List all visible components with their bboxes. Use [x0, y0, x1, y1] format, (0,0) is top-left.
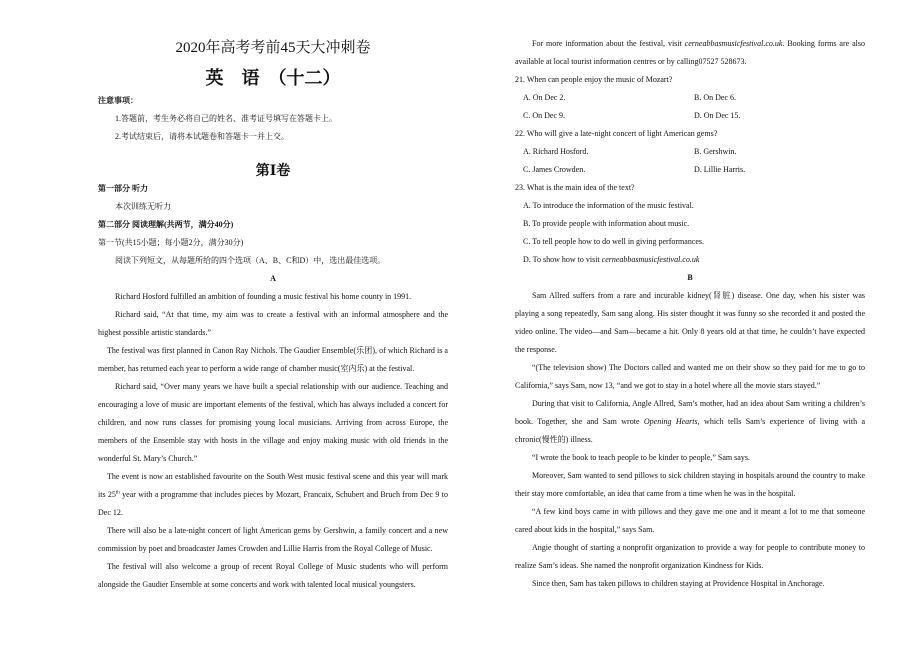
paragraph: There will also be a late-night concert of light American gems by Gershwin, a family concert and a new commission by poet and broadcaster James Crowden and Lillie Harris from the Royal College of Music. [98, 526, 448, 553]
paragraph: “A few kind boys came in with pillows and they gave me one and it meant a lot to me that someone cared about kids in the hospital,” says Sam. [515, 507, 865, 534]
passage-a-column [98, 180, 448, 594]
paragraph: The festival will also welcome a group of recent Royal College of Music students who will perform alongside the Gaudier Ensemble at some concerts and work with talented local musical youngsters. [98, 562, 448, 589]
section1-title: 第一节(共15小题；每小题2分，满分30分) [98, 238, 244, 247]
notice-label: 注意事项： [98, 96, 138, 105]
paragraph: Since then, Sam has taken pillows to children staying at Providence Hospital in Anchorage. [532, 579, 825, 588]
paragraph: Richard said, “At that time, my aim was to create a festival with an informal atmosphere and the highest possible artistic standards.” [98, 310, 448, 337]
volume-heading: 第Ⅰ卷 [255, 164, 291, 179]
paragraph: “(The television show) The Doctors called and wanted me on their show so they paid for me to go to California,” says Sam, now 13, “and we got to stay in a hotel where all the movie stars stayed.” [515, 363, 865, 390]
book-title: Opening Hearts [643, 417, 698, 426]
option-row [515, 143, 865, 161]
option: B. On Dec 6. [694, 93, 736, 102]
paragraph: The festival was first planned in Canon Ray Nichols. The Gaudier Ensemble(乐团), of which Richard is a member, has returned each year to perform a wide range of chamber music(室内乐) at the festival. [98, 346, 448, 373]
paragraph: “I wrote the book to teach people to be kinder to people,” Sam says. [532, 453, 750, 462]
option-row [515, 89, 865, 107]
subject-title: 英 语 （十二） [205, 68, 341, 88]
paragraph: Angie thought of starting a nonprofit organization to provide a way for people to contribute money to realize Sam’s ideas. She named the nonprofit organization Kindness for Kids. [515, 543, 865, 570]
text: year with a programme that includes pieces by Mozart, Francaix, Schubert and Bruch from Dec 9 to Dec 12. [98, 490, 448, 517]
paragraph: Richard said, “Over many years we have built a special relationship with our audience. Teaching and encouraging a love of music are important elements of the festival, which has always included a concert for children, and now runs classes for promising young local musicians. Arriving from across Europe, the members of the Ensemble stay with hosts in the village and enjoy making music with old friends in the wonderful St. Mary’s Church.” [98, 382, 448, 463]
paragraph [98, 468, 448, 522]
option [515, 251, 865, 269]
right-column [515, 35, 865, 593]
notice-item: 1.答题前，考生务必将自己的姓名、准考证号填写在答题卡上。 [115, 114, 337, 123]
option: B. Gershwin. [694, 147, 737, 156]
text: . Booking forms are also available at local tourist information centres or by calling07527 528673. [515, 39, 865, 66]
text: D. To show how to visit [523, 255, 602, 264]
option: C. On Dec 9. [523, 111, 565, 120]
option: B. To provide people with information about music. [523, 219, 690, 228]
option: D. On Dec 15. [694, 111, 741, 120]
option: D. Lillie Harris. [694, 165, 746, 174]
exam-title: 2020年高考考前45天大冲刺卷 [175, 40, 371, 56]
question-stem: 23. What is the main idea of the text? [515, 183, 635, 192]
paragraph: Richard Hosford fulfilled an ambition of founding a music festival his home county in 1991. [115, 292, 412, 301]
text: During that visit to California, Angle Allred, Sam’s mother, had an idea about Sam writing a children’s book. Together, she and Sam wrote [515, 399, 865, 426]
question-stem: 22. Who will give a late-night concert of light American gems? [515, 129, 718, 138]
part1-title: 第一部分 听力 [98, 184, 148, 193]
option: A. On Dec 2. [523, 93, 566, 102]
option: C. James Crowden. [523, 165, 586, 174]
exam-instructions [98, 92, 448, 146]
text: , which tells Sam’s experience of living with a chronic(慢性的) illness. [515, 417, 866, 444]
passage-a-label: A [270, 274, 276, 283]
festival-url: cerneabbasmusicfestival.co.uk [601, 255, 700, 264]
paragraph [515, 35, 865, 71]
instruction: 阅读下列短文，从每题所给的四个选项（A、B、C和D）中，选出最佳选项。 [115, 256, 386, 265]
part1-note: 本次训练无听力 [115, 202, 171, 211]
option: A. Richard Hosford. [523, 147, 589, 156]
festival-url: cerneabbasmusicfestival.co.uk [684, 39, 783, 48]
part2-title: 第二部分 阅读理解(共两节，满分40分) [98, 220, 234, 229]
notice-item: 2.考试结束后，请将本试题卷和答题卡一并上交。 [115, 132, 289, 141]
paragraph: Moreover, Sam wanted to send pillows to sick children staying in hospitals around the country to make their stay more comfortable, an idea that came from a time when he was in the hospital. [515, 471, 865, 498]
option: A. To introduce the information of the music festival. [523, 201, 694, 210]
paragraph [515, 395, 865, 449]
option-row [515, 107, 865, 125]
paragraph: Sam Allred suffers from a rare and incurable kidney(肾脏) disease. One day, when his sister was playing a song repeatedly, Sam sang along. His sister thought it was funny so she recorded it and posted the video online. The video—and Sam—became a hit. Only 8 years old at that time, he couldn’t have expected the response. [515, 291, 865, 354]
question-stem: 21. When can people enjoy the music of Mozart? [515, 75, 673, 84]
option-row [515, 161, 865, 179]
option: C. To tell people how to do well in giving performances. [523, 237, 705, 246]
text: The event is now an established favourite on the South West music festival scene and this year will mark its 25 [98, 472, 448, 499]
passage-b-label: B [687, 273, 693, 282]
text: For more information about the festival, visit [532, 39, 685, 48]
superscript: th [115, 490, 120, 496]
